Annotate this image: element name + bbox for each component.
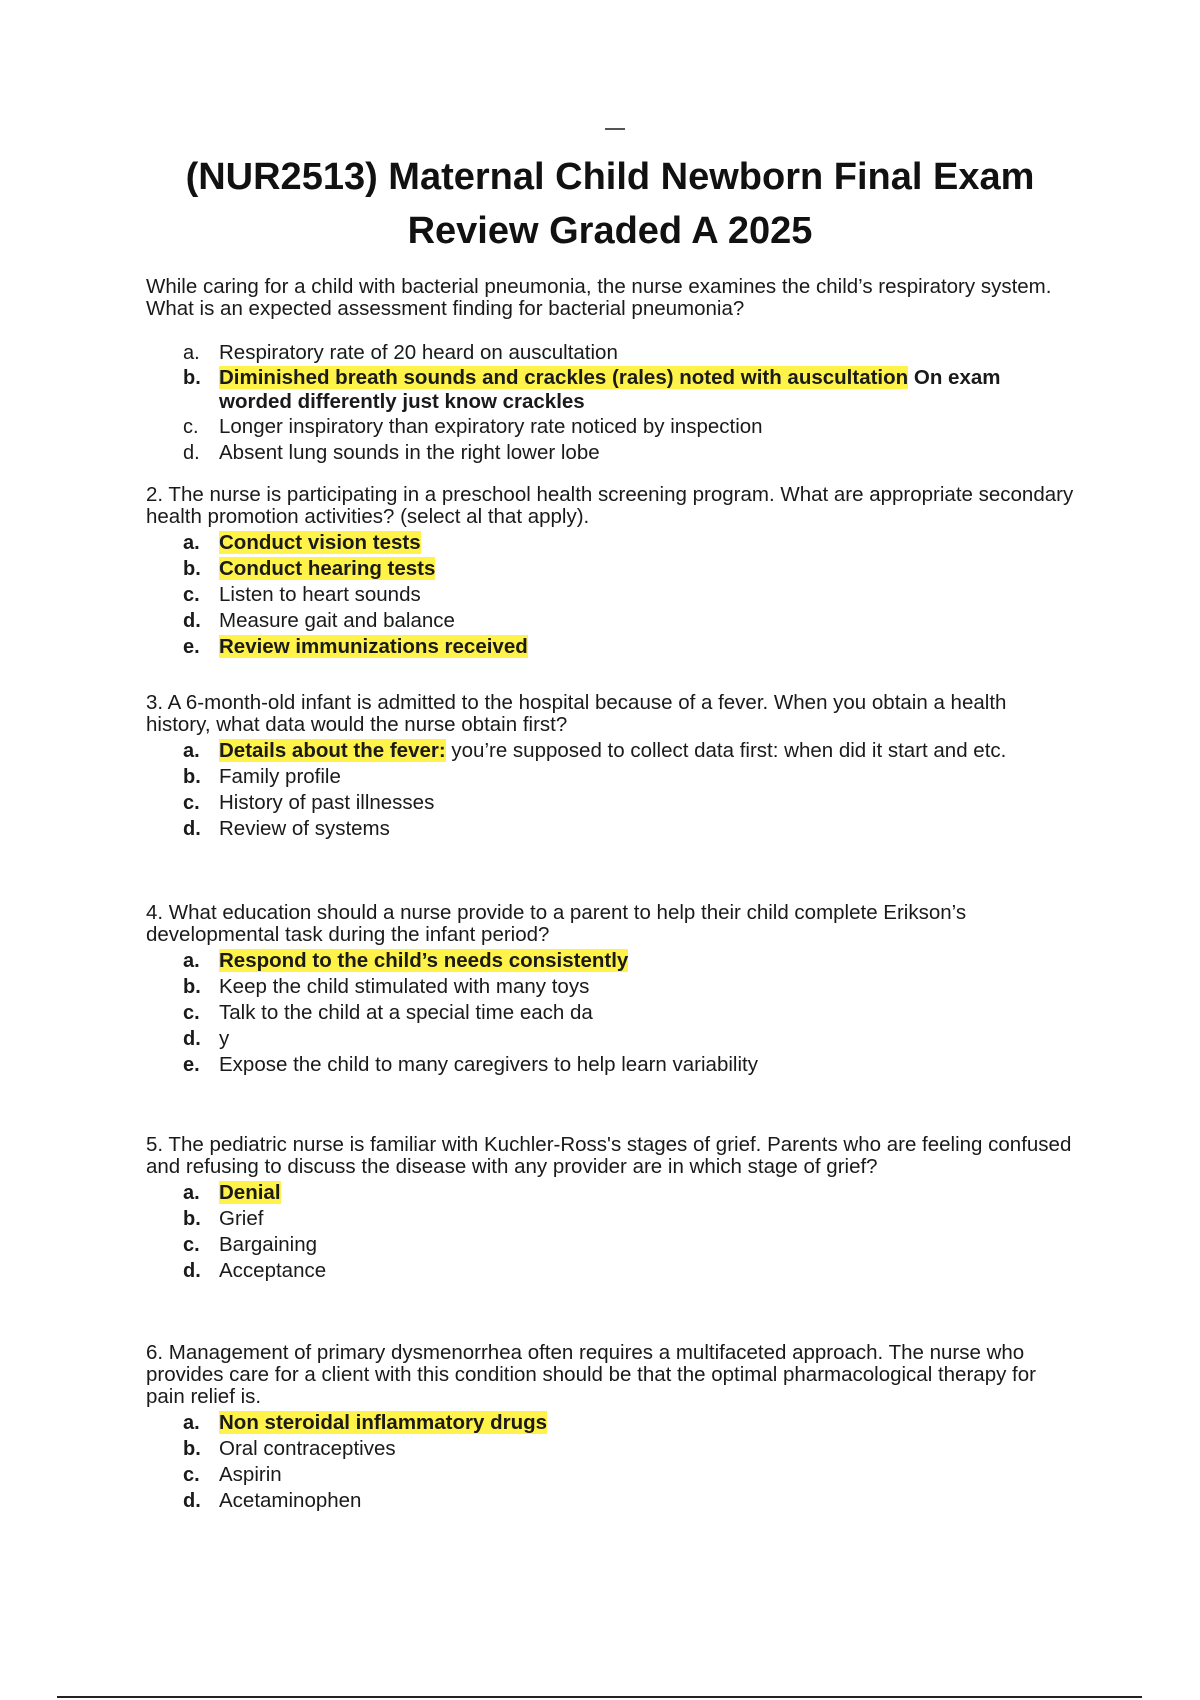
question-2 bbox=[146, 484, 1076, 660]
option-b-correct: b. Diminished breath sounds and crackles (rales) noted with auscultation On exam worded differently just know crackles bbox=[183, 366, 1001, 413]
option-list bbox=[146, 340, 1076, 466]
question-stem: 2. The nurse is participating in a preschool health screening program. What are appropriate secondary health promotion activities? (select al that apply). bbox=[146, 483, 1074, 528]
option-a: a. Respiratory rate of 20 heard on auscultation bbox=[183, 341, 618, 364]
question-stem: 3. A 6-month-old infant is admitted to the hospital because of a fever. When you obtain a health history, what data would the nurse obtain first? bbox=[146, 691, 1007, 736]
option-a-correct: a. Details about the fever: you’re supposed to collect data first: when did it start and etc. bbox=[183, 739, 1007, 762]
option-c: c. Talk to the child at a special time each da bbox=[183, 1001, 593, 1024]
highlighted-answer: Diminished breath sounds and crackles (rales) noted with auscultation bbox=[219, 366, 909, 389]
option-list bbox=[146, 948, 1076, 1078]
option-c: c. Listen to heart sounds bbox=[183, 583, 421, 606]
option-b: b. Oral contraceptives bbox=[183, 1437, 396, 1460]
option-a-correct: a. Conduct vision tests bbox=[183, 531, 421, 554]
question-1 bbox=[146, 276, 1076, 466]
option-d: d. y bbox=[183, 1027, 230, 1050]
option-b: b. Family profile bbox=[183, 765, 341, 788]
top-dash-mark bbox=[605, 128, 625, 130]
question-5 bbox=[146, 1134, 1076, 1284]
option-d: d. Acetaminophen bbox=[183, 1489, 362, 1512]
option-list bbox=[146, 530, 1076, 660]
option-d: d. Review of systems bbox=[183, 817, 390, 840]
highlighted-answer: Conduct vision tests bbox=[219, 531, 421, 554]
question-4 bbox=[146, 902, 1076, 1078]
option-b: b. Grief bbox=[183, 1207, 264, 1230]
option-e: e. Expose the child to many caregivers to help learn variability bbox=[183, 1053, 758, 1076]
bottom-rule bbox=[57, 1696, 1142, 1698]
option-d: d. Measure gait and balance bbox=[183, 609, 455, 632]
option-c: c. Aspirin bbox=[183, 1463, 282, 1486]
document-title: (NUR2513) Maternal Child Newborn Final Exam Review Graded A 2025 bbox=[185, 156, 1035, 252]
highlighted-answer: Details about the fever: bbox=[219, 739, 446, 762]
highlighted-answer: Non steroidal inflammatory drugs bbox=[219, 1411, 548, 1434]
option-c: c. Longer inspiratory than expiratory rate noticed by inspection bbox=[183, 415, 763, 438]
option-a-correct: a. Non steroidal inflammatory drugs bbox=[183, 1411, 548, 1434]
option-a-correct: a. Denial bbox=[183, 1181, 281, 1204]
highlighted-answer: Denial bbox=[219, 1181, 281, 1204]
option-list bbox=[146, 1410, 1076, 1514]
option-a-correct: a. Respond to the child’s needs consistently bbox=[183, 949, 629, 972]
question-3 bbox=[146, 692, 1076, 842]
highlighted-answer: Respond to the child’s needs consistently bbox=[219, 949, 629, 972]
question-stem: 5. The pediatric nurse is familiar with Kuchler-Ross's stages of grief. Parents who are feeling confused and refusing to discuss the disease with any provider are in which stage of grief? bbox=[146, 1133, 1072, 1178]
answer-note: you’re supposed to collect data first: when did it start and etc. bbox=[451, 739, 1007, 762]
highlighted-answer: Review immunizations received bbox=[219, 635, 528, 658]
option-c: c. History of past illnesses bbox=[183, 791, 435, 814]
option-d: d. Acceptance bbox=[183, 1259, 327, 1282]
option-c: c. Bargaining bbox=[183, 1233, 318, 1256]
option-b-correct: b. Conduct hearing tests bbox=[183, 557, 436, 580]
highlighted-answer: Conduct hearing tests bbox=[219, 557, 436, 580]
option-e-correct: e. Review immunizations received bbox=[183, 635, 528, 658]
question-stem: 4. What education should a nurse provide to a parent to help their child complete Erikson’s developmental task during the infant period? bbox=[146, 901, 967, 946]
option-d: d. Absent lung sounds in the right lower lobe bbox=[183, 441, 600, 464]
option-list bbox=[146, 1180, 1076, 1284]
question-6 bbox=[146, 1342, 1076, 1514]
option-list bbox=[146, 738, 1076, 842]
option-b: b. Keep the child stimulated with many toys bbox=[183, 975, 590, 998]
answer-note: On exam worded differently just know crackles bbox=[219, 366, 1001, 413]
question-stem: 6. Management of primary dysmenorrhea often requires a multifaceted approach. The nurse who provides care for a client with this condition should be that the optimal pharmacological therapy for pain relief is. bbox=[146, 1341, 1036, 1408]
question-stem: While caring for a child with bacterial pneumonia, the nurse examines the child’s respiratory system. What is an expected assessment finding for bacterial pneumonia? bbox=[146, 275, 1052, 320]
